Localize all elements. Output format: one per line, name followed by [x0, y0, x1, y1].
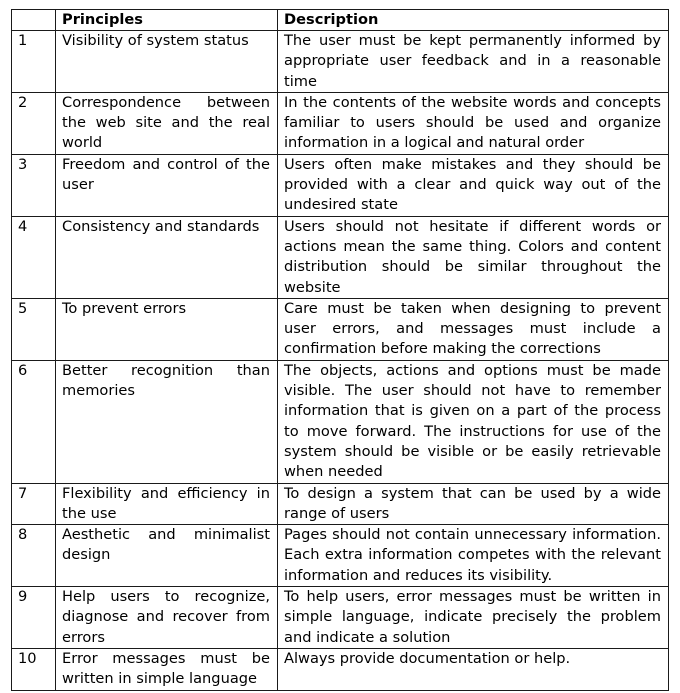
row-number: 1 [12, 31, 56, 93]
row-number: 10 [12, 648, 56, 690]
row-description: The objects, actions and options must be made visible. The user should not have to remember information that is given on a part of the process to move forward. The instructions for use of the system should be visible or be easily retrievable when needed [278, 360, 669, 483]
table-row [12, 360, 669, 483]
row-principle: Correspondence between the web site and the real world [56, 92, 278, 154]
row-number: 7 [12, 483, 56, 525]
table-row [12, 483, 669, 525]
row-number: 6 [12, 360, 56, 483]
row-principle: Better recognition than memories [56, 360, 278, 483]
header-number [12, 10, 56, 31]
table-row [12, 92, 669, 154]
row-number: 9 [12, 587, 56, 649]
row-description: The user must be kept permanently informed by appropriate user feedback and in a reasonable time [278, 31, 669, 93]
table-row [12, 525, 669, 587]
header-row [12, 10, 669, 31]
row-principle: Consistency and standards [56, 216, 278, 298]
row-principle: Freedom and control of the user [56, 154, 278, 216]
table-row [12, 31, 669, 93]
row-number: 2 [12, 92, 56, 154]
row-description: Always provide documentation or help. [278, 648, 669, 690]
row-description: Users should not hesitate if different words or actions mean the same thing. Colors and content distribution should be similar throughout the website [278, 216, 669, 298]
table-row [12, 587, 669, 649]
table-row [12, 648, 669, 690]
row-principle: Error messages must be written in simple language [56, 648, 278, 690]
row-number: 5 [12, 298, 56, 360]
row-principle: Flexibility and efficiency in the use [56, 483, 278, 525]
row-description: Care must be taken when designing to prevent user errors, and messages must include a confirmation before making the corrections [278, 298, 669, 360]
row-number: 8 [12, 525, 56, 587]
table-row [12, 298, 669, 360]
row-principle: Visibility of system status [56, 31, 278, 93]
principles-table [11, 9, 669, 691]
row-description: To help users, error messages must be written in simple language, indicate precisely the problem and indicate a solution [278, 587, 669, 649]
row-description: Pages should not contain unnecessary information. Each extra information competes with the relevant information and reduces its visibility. [278, 525, 669, 587]
table-row [12, 154, 669, 216]
row-number: 4 [12, 216, 56, 298]
header-description: Description [278, 10, 669, 31]
row-principle: To prevent errors [56, 298, 278, 360]
table-row [12, 216, 669, 298]
row-principle: Help users to recognize, diagnose and recover from errors [56, 587, 278, 649]
row-number: 3 [12, 154, 56, 216]
row-description: To design a system that can be used by a wide range of users [278, 483, 669, 525]
row-principle: Aesthetic and minimalist design [56, 525, 278, 587]
row-description: In the contents of the website words and concepts familiar to users should be used and organize information in a logical and natural order [278, 92, 669, 154]
header-principles: Principles [56, 10, 278, 31]
row-description: Users often make mistakes and they should be provided with a clear and quick way out of the undesired state [278, 154, 669, 216]
